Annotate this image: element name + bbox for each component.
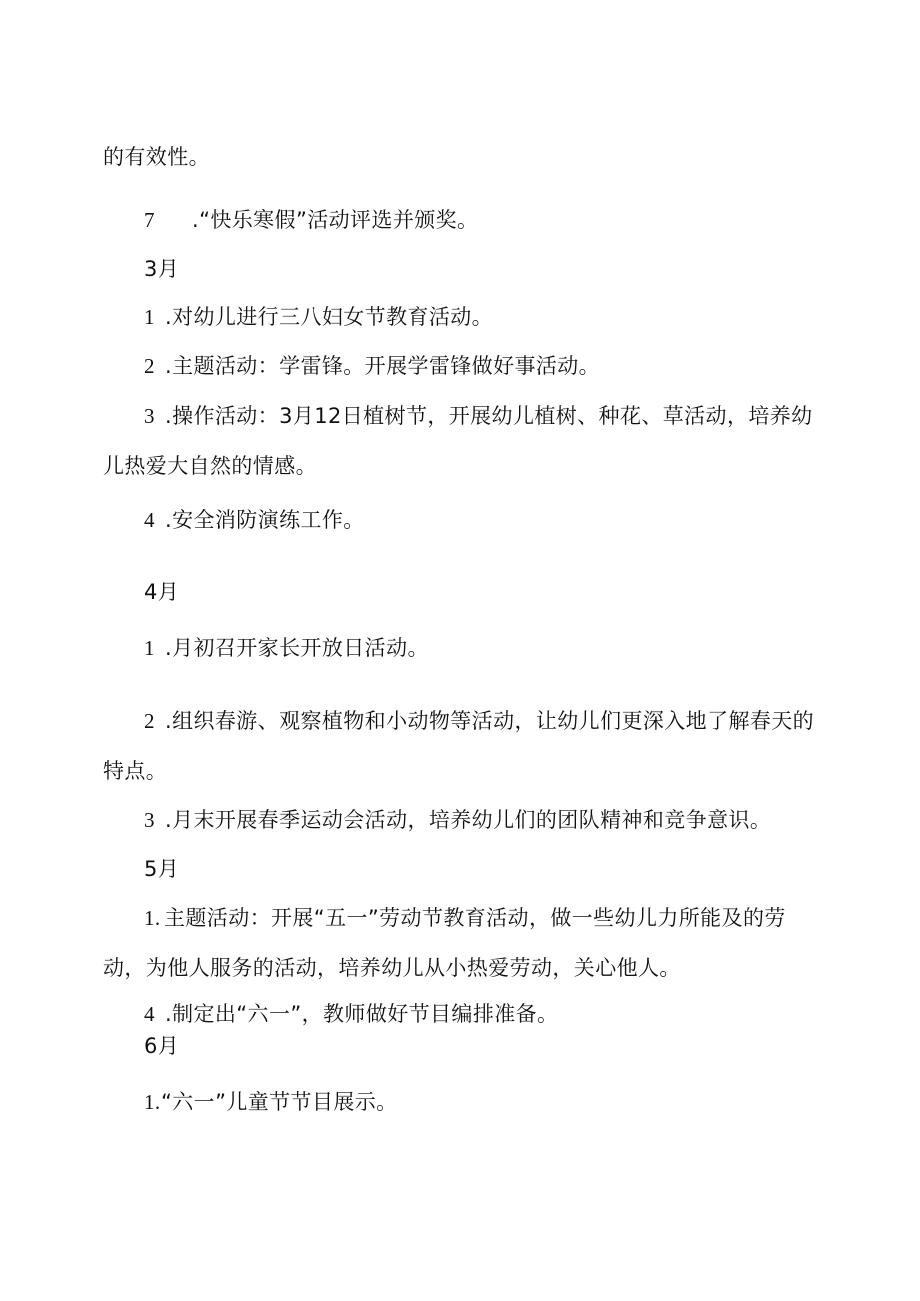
item-text: .月初召开家长开放日活动。 xyxy=(165,636,429,660)
item-text: .组织春游、观察植物和小动物等活动，让幼儿们更深入地了解春天的 xyxy=(165,709,815,733)
item-text: “六一”儿童节节目展示。 xyxy=(161,1090,398,1114)
month-heading-may: 5月 xyxy=(144,857,180,881)
item-number: 2 xyxy=(144,354,155,378)
list-item xyxy=(144,1000,558,1028)
item-text: .“快乐寒假”活动评选并颁奖。 xyxy=(192,208,479,232)
item-text: .制定出“六一”，教师做好节目编排准备。 xyxy=(165,1002,559,1026)
item-number: 1 xyxy=(144,636,155,660)
list-item-7 xyxy=(144,206,478,234)
list-item xyxy=(144,707,814,735)
item-number: 1. xyxy=(144,1090,161,1114)
item-number: 1 xyxy=(144,305,155,329)
item-number: 3 xyxy=(144,808,155,832)
list-item-continuation: 特点。 xyxy=(103,759,168,783)
month-heading-march: 3月 xyxy=(144,257,180,281)
list-item xyxy=(144,904,786,932)
list-item xyxy=(144,506,365,534)
item-number: 1. xyxy=(144,906,161,930)
month-heading-june: 6月 xyxy=(144,1034,180,1058)
month-heading-april: 4月 xyxy=(144,580,180,604)
list-item-continuation: 儿热爱大自然的情感。 xyxy=(103,454,317,478)
item-text: .安全消防演练工作。 xyxy=(165,508,365,532)
list-item xyxy=(144,303,493,331)
item-number: 4 xyxy=(144,508,155,532)
item-number: 7 xyxy=(144,208,155,232)
item-text: .操作活动：3月12日植树节，开展幼儿植树、种花、草活动，培养幼 xyxy=(165,404,813,428)
list-item xyxy=(144,402,813,430)
list-item xyxy=(144,352,600,380)
list-item-continuation: 动，为他人服务的活动，培养幼儿从小热爱劳动，关心他人。 xyxy=(103,956,681,980)
item-text: .对幼儿进行三八妇女节教育活动。 xyxy=(165,305,494,329)
continuation-text: 的有效性。 xyxy=(103,145,210,169)
item-number: 4 xyxy=(144,1002,155,1026)
list-item xyxy=(144,634,429,662)
item-number: 3 xyxy=(144,404,155,428)
item-text: .月末开展春季运动会活动，培养幼儿们的团队精神和竞争意识。 xyxy=(165,808,772,832)
item-text: 主题活动：开展“五一”劳动节教育活动，做一些幼儿力所能及的劳 xyxy=(164,906,786,930)
list-item xyxy=(144,1088,398,1116)
list-item xyxy=(144,806,771,834)
item-text: .主题活动：学雷锋。开展学雷锋做好事活动。 xyxy=(165,354,601,378)
item-number: 2 xyxy=(144,709,155,733)
